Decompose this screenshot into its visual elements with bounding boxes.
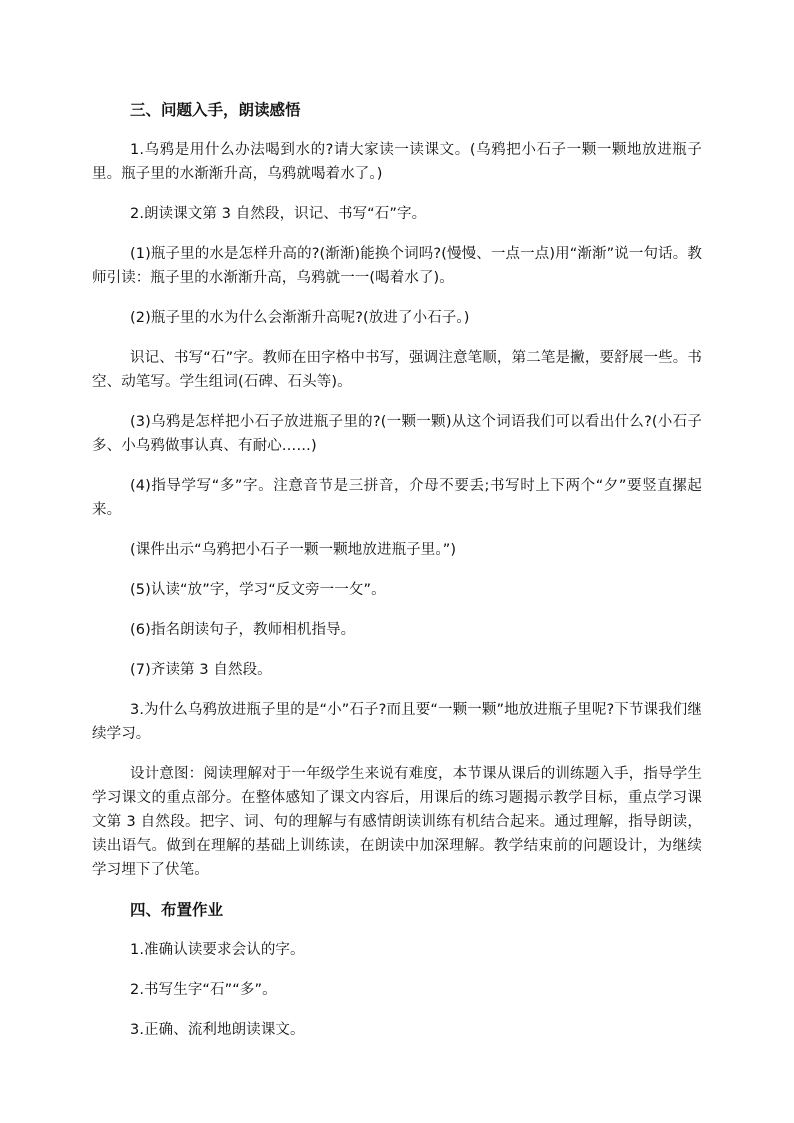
paragraph-sub3: (3)乌鸦是怎样把小石子放进瓶子里的?(一颗一颗)从这个词语我们可以看出什么?(小石子多、小乌鸦做事认真、有耐心……) [92, 414, 702, 454]
paragraph-sub5: (5)认读“放”字，学习“反文旁一一攵”。 [130, 582, 386, 598]
section-heading-4: 四、布置作业 [130, 901, 224, 919]
paragraph-sub2: (2)瓶子里的水为什么会渐渐升高呢?(放进了小石子。) [130, 310, 470, 326]
document-page [92, 98, 702, 1042]
paragraph-q1: 1.乌鸦是用什么办法喝到水的?请大家读一读课文。(乌鸦把小石子一颗一颗地放进瓶子里。瓶子里的水渐渐升高，乌鸦就喝着水了。) [92, 142, 702, 182]
paragraph-design-intent: 设计意图：阅读理解对于一年级学生来说有难度，本节课从课后的训练题入手，指导学生学习课文的重点部分。在整体感知了课文内容后，用课后的练习题揭示教学目标，重点学习课文第 3 自然段。把字、词、句的理解与有感情朗读训练有机结合起来。通过理解，指导朗读，读出语气。做到在理解的基础上训练读，在朗读中加深理解。教学结束前的问题设计，为继续学习埋下了伏笔。 [92, 766, 702, 878]
paragraph-sub7: (7)齐读第 3 自然段。 [130, 662, 272, 678]
paragraph-write-shi: 识记、书写“石”字。教师在田字格中书写，强调注意笔顺，第二笔是撇，要舒展一些。书空、动笔写。学生组词(石碑、石头等)。 [92, 350, 702, 390]
section-heading-3: 三、问题入手，朗读感悟 [130, 101, 301, 119]
paragraph-sub1: (1)瓶子里的水是怎样升高的?(渐渐)能换个词吗?(慢慢、一点一点)用“渐渐”说一句话。教师引读：瓶子里的水渐渐升高，乌鸦就一一(喝着水了)。 [92, 246, 702, 286]
homework-item-1: 1.准确认读要求会认的字。 [130, 942, 305, 958]
homework-item-2: 2.书写生字“石”“多”。 [130, 982, 277, 998]
paragraph-sub6: (6)指名朗读句子，教师相机指导。 [130, 622, 356, 638]
paragraph-sub4: (4)指导学写“多”字。注意音节是三拼音，介母不要丢;书写时上下两个“夕”要竖直摞起来。 [92, 478, 702, 518]
paragraph-q2: 2.朗读课文第 3 自然段，识记、书写“石”字。 [130, 206, 427, 222]
paragraph-q3: 3.为什么乌鸦放进瓶子里的是“小”石子?而且要“一颗一颗”地放进瓶子里呢?下节课我们继续学习。 [92, 702, 702, 742]
paragraph-courseware: (课件出示“乌鸦把小石子一颗一颗地放进瓶子里。”) [130, 542, 457, 558]
homework-item-3: 3.正确、流利地朗读课文。 [130, 1022, 305, 1038]
